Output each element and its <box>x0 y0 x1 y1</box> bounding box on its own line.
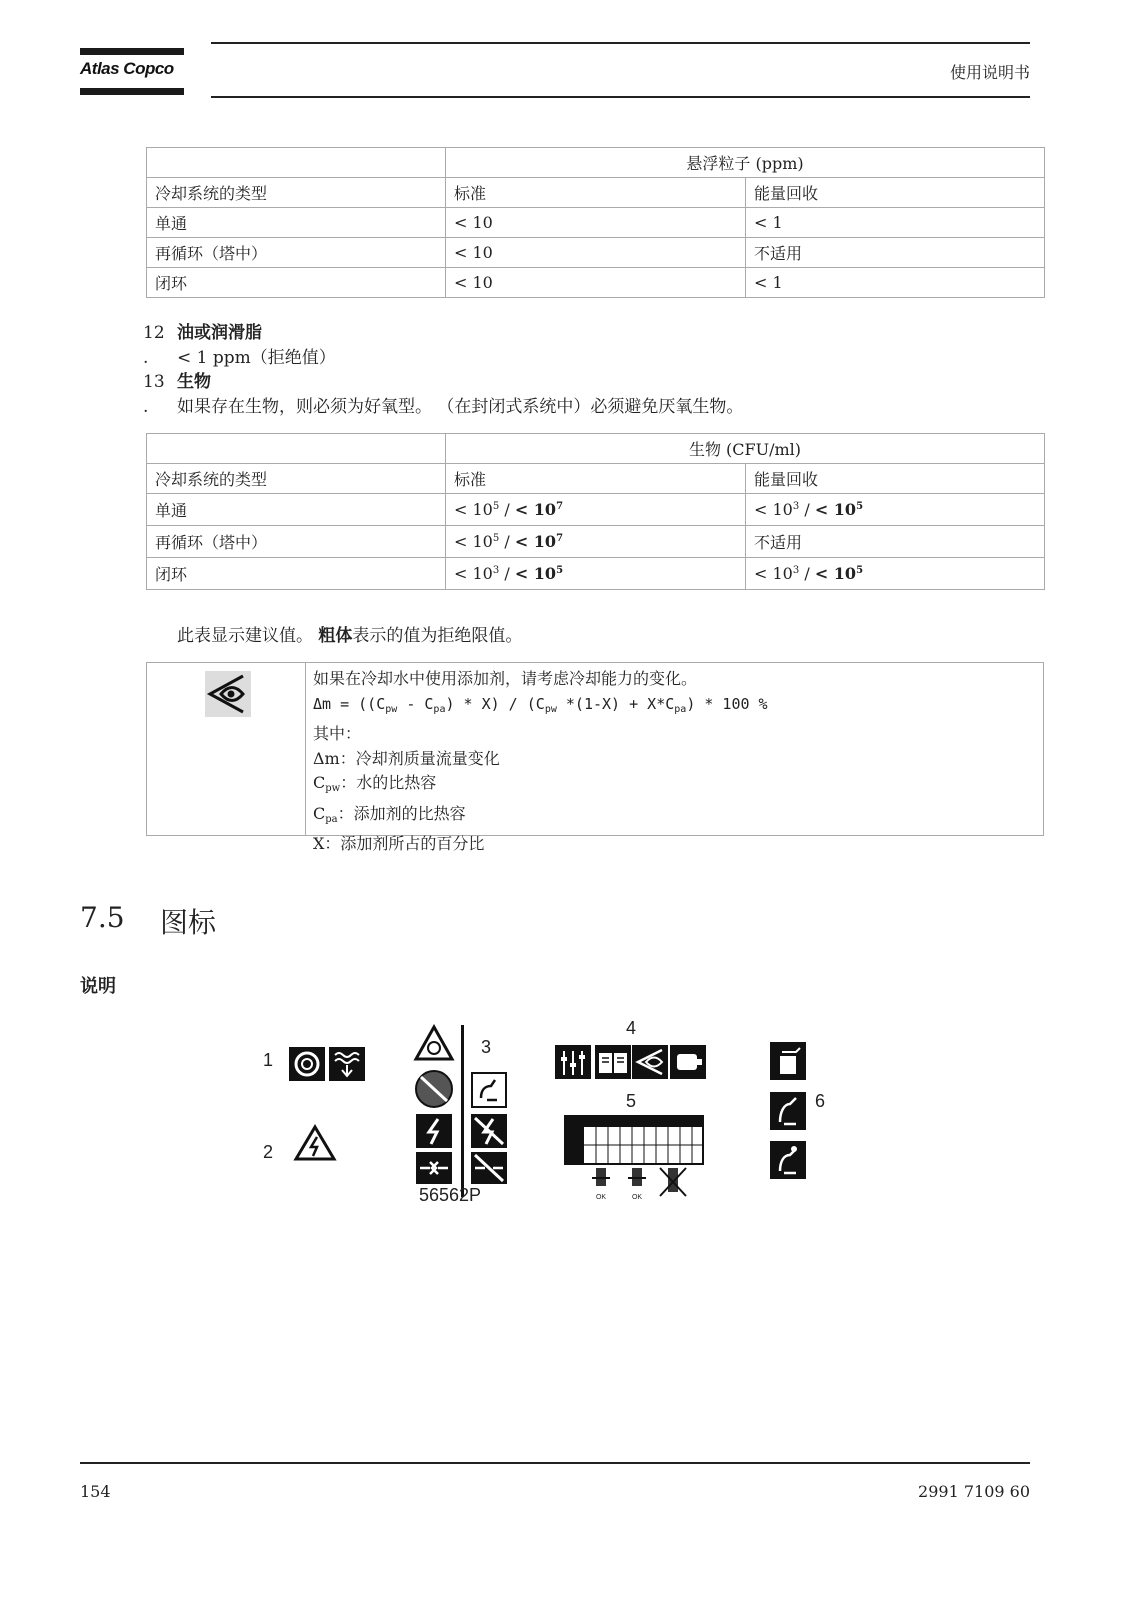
table-cell: < $10^3$ / < $10^5$ <box>446 558 746 590</box>
table-cell: < 1 <box>746 268 1045 298</box>
group-header: 生物 (CFU/ml) <box>446 434 1045 464</box>
item-text: < 1 ppm（拒绝值） <box>177 348 336 368</box>
figure-label-1: 1 <box>263 1050 274 1070</box>
eye-observe-icon <box>205 671 251 717</box>
table-cell: 闭环 <box>147 268 446 298</box>
lubricant-hand-icon <box>770 1141 806 1179</box>
figure-label-4: 4 <box>626 1018 637 1038</box>
no-electrical-icon <box>471 1114 507 1148</box>
settings-scale-icon <box>555 1045 591 1079</box>
column-header: 标准 <box>446 178 746 208</box>
table-cell: 再循环（塔中） <box>147 526 446 558</box>
table-cell: < 10 <box>446 268 746 298</box>
note-line: Δm：冷却剂质量流量变化 <box>313 748 500 768</box>
table-cell: 再循环（塔中） <box>147 238 446 268</box>
figure-label-2: 2 <box>263 1142 274 1162</box>
atlas-copco-logo <box>80 46 185 98</box>
table-cell: 不适用 <box>746 526 1045 558</box>
figure-label-3: 3 <box>481 1037 492 1057</box>
item-dot: . <box>143 348 149 368</box>
table-row <box>147 526 1045 558</box>
ok-label: OK <box>631 1194 643 1201</box>
table-cell: 单通 <box>147 494 446 526</box>
item-text: 如果存在生物，则必须为好氧型。 （在封闭式系统中）必须避免厌氧生物。 <box>177 397 744 417</box>
table-row <box>147 238 1045 268</box>
table-cell: < $10^3$ / < $10^5$ <box>746 494 1045 526</box>
figure-code: 56562P <box>419 1185 482 1205</box>
bolt-wrong-icon <box>658 1166 688 1198</box>
rotation-icon <box>289 1047 325 1081</box>
high-voltage-warning-icon <box>293 1124 337 1162</box>
logo-text: Atlas Copco <box>80 59 174 78</box>
column-header: 标准 <box>446 464 746 494</box>
table-cell <box>147 148 446 178</box>
document-number: 2991 7109 60 <box>918 1482 1030 1501</box>
item-title: 油或润滑脂 <box>177 323 262 343</box>
suspended-particles-table <box>146 147 1045 298</box>
header-rule-top <box>211 42 1030 44</box>
oil-container-icon <box>770 1042 806 1080</box>
section-number: 7.5 <box>80 901 125 934</box>
motor-icon <box>670 1045 706 1079</box>
torque-table-icon <box>564 1115 704 1165</box>
figure-label-5: 5 <box>626 1091 637 1111</box>
footer-rule <box>80 1462 1030 1464</box>
table-cell: < 10 <box>446 238 746 268</box>
column-header: 冷却系统的类型 <box>147 178 446 208</box>
ok-label: OK <box>595 1194 607 1201</box>
table-cell <box>147 434 446 464</box>
table-row <box>147 268 1045 298</box>
item-dot: . <box>143 397 149 417</box>
item-number: 13 <box>143 372 165 392</box>
do-not-touch-icon <box>413 1069 455 1109</box>
table-cell: 不适用 <box>746 238 1045 268</box>
table-cell: < 1 <box>746 208 1045 238</box>
table-row <box>147 494 1045 526</box>
note-line: 其中： <box>313 724 362 743</box>
table-cell: < $10^3$ / < $10^5$ <box>746 558 1045 590</box>
item-13-heading <box>143 367 211 392</box>
item-number: 12 <box>143 323 165 343</box>
note-line: $C_{pw}$：水的比热容 <box>313 773 437 794</box>
item-title: 生物 <box>177 372 211 392</box>
manual-book-icon <box>595 1045 631 1079</box>
table-row <box>147 464 1045 494</box>
note-divider <box>305 663 306 835</box>
grease-hand-icon <box>770 1092 806 1130</box>
pressure-release-icon <box>416 1152 452 1184</box>
table-row <box>147 558 1045 590</box>
table-row <box>147 148 1045 178</box>
table-note: 此表显示建议值。 粗体表示的值为拒绝限值。 <box>177 626 523 646</box>
column-header: 冷却系统的类型 <box>147 464 446 494</box>
organisms-table <box>146 433 1045 590</box>
header-rule-bottom <box>211 96 1030 98</box>
table-cell: 闭环 <box>147 558 446 590</box>
note-line: 如果在冷却水中使用添加剂，请考虑冷却能力的变化。 <box>313 669 698 688</box>
table-row <box>147 434 1045 464</box>
page-number: 154 <box>80 1482 111 1501</box>
figure-divider <box>461 1025 464 1197</box>
bolt-ok-icon <box>592 1168 610 1201</box>
note-line: X：添加剂所占的百分比 <box>313 834 485 853</box>
table-row <box>147 208 1045 238</box>
rotating-parts-warning-icon <box>413 1024 455 1062</box>
electrical-hazard-icon <box>416 1114 452 1148</box>
table-cell: < 10 <box>446 208 746 238</box>
note-text <box>313 667 768 857</box>
subheading: 说明 <box>80 976 116 997</box>
note-line: $C_{pa}$：添加剂的比热容 <box>313 803 466 825</box>
cooling-water-icon <box>329 1047 365 1081</box>
group-header: 悬浮粒子 (ppm) <box>446 148 1045 178</box>
column-header: 能量回收 <box>746 464 1045 494</box>
maintenance-hand-icon <box>471 1072 507 1108</box>
eye-observe-icon <box>632 1045 668 1079</box>
additive-note-box <box>146 662 1044 853</box>
bold-word: 粗体 <box>318 626 353 646</box>
table-row <box>147 178 1045 208</box>
formula: $\Delta m = ((C_{pw} - C_{pa}) * X) / (C_{pw}$ $*(1-X) + X*C_{pa}) * 100$ % <box>313 694 768 715</box>
item-12-body <box>143 343 336 368</box>
column-header: 能量回收 <box>746 178 1045 208</box>
table-cell: 单通 <box>147 208 446 238</box>
bolt-ok-icon <box>628 1168 646 1201</box>
item-12-heading <box>143 318 262 343</box>
item-13-body <box>143 392 743 417</box>
document-type: 使用说明书 <box>949 63 1030 82</box>
figure-label-6: 6 <box>815 1091 826 1111</box>
section-title: 图标 <box>160 906 217 939</box>
no-pressure-icon <box>471 1152 507 1184</box>
table-cell: < $10^5$ / < $10^7$ <box>446 494 746 526</box>
table-cell: < $10^5$ / < $10^7$ <box>446 526 746 558</box>
